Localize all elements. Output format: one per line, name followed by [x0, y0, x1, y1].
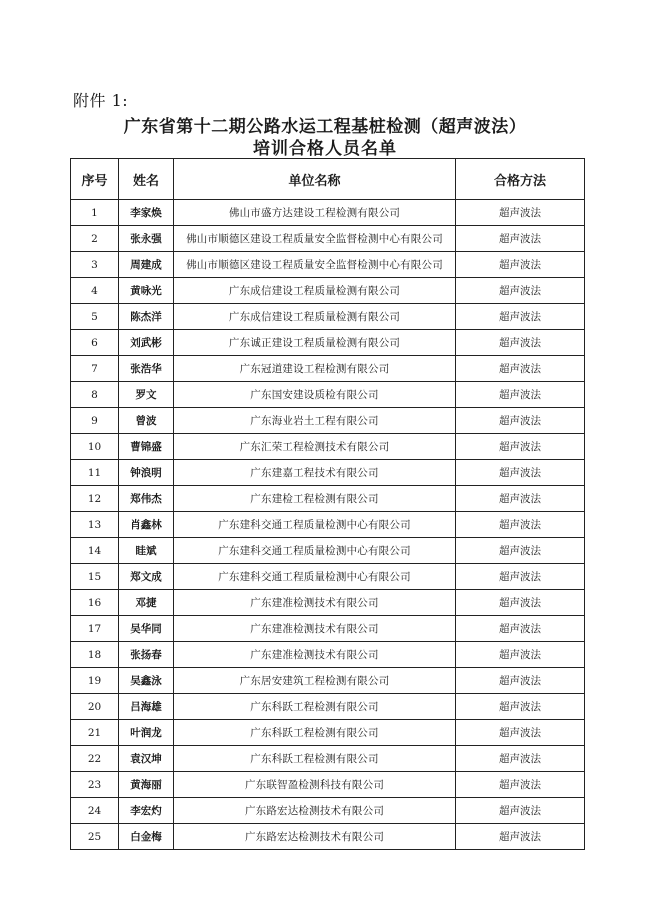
organization-name: 广东冠道建设工程检测有限公司 [174, 356, 456, 382]
document-subtitle: 培训合格人员名单 [253, 139, 397, 159]
table-row [71, 694, 585, 720]
organization-name: 广东建准检测技术有限公司 [174, 590, 456, 616]
organization-name: 广东成信建设工程质量检测有限公司 [174, 304, 456, 330]
person-name: 眭斌 [119, 538, 174, 564]
qualified-method: 超声波法 [456, 772, 585, 798]
table-row [71, 434, 585, 460]
row-number: 13 [71, 512, 119, 538]
row-number: 7 [71, 356, 119, 382]
table-row [71, 720, 585, 746]
qualified-method: 超声波法 [456, 694, 585, 720]
row-number: 4 [71, 278, 119, 304]
person-name: 张扬春 [119, 642, 174, 668]
organization-name: 广东建检工程检测有限公司 [174, 486, 456, 512]
table-row [71, 772, 585, 798]
person-name: 李家焕 [119, 200, 174, 226]
row-number: 21 [71, 720, 119, 746]
organization-name: 佛山市盛方达建设工程检测有限公司 [174, 200, 456, 226]
column-header-unit: 单位名称 [174, 159, 456, 200]
row-number: 18 [71, 642, 119, 668]
table-row [71, 486, 585, 512]
person-name: 郑文成 [119, 564, 174, 590]
qualified-method: 超声波法 [456, 824, 585, 850]
qualified-method: 超声波法 [456, 226, 585, 252]
qualified-method: 超声波法 [456, 512, 585, 538]
table-row [71, 200, 585, 226]
organization-name: 广东科跃工程检测有限公司 [174, 746, 456, 772]
row-number: 11 [71, 460, 119, 486]
qualified-method: 超声波法 [456, 356, 585, 382]
organization-name: 广东联智盈检测科技有限公司 [174, 772, 456, 798]
qualified-method: 超声波法 [456, 746, 585, 772]
person-name: 李宏灼 [119, 798, 174, 824]
organization-name: 广东建科交通工程质量检测中心有限公司 [174, 538, 456, 564]
row-number: 25 [71, 824, 119, 850]
row-number: 20 [71, 694, 119, 720]
person-name: 肖鑫林 [119, 512, 174, 538]
qualified-method: 超声波法 [456, 642, 585, 668]
qualified-method: 超声波法 [456, 304, 585, 330]
row-number: 1 [71, 200, 119, 226]
qualified-method: 超声波法 [456, 252, 585, 278]
table-row [71, 278, 585, 304]
row-number: 19 [71, 668, 119, 694]
person-name: 钟浪明 [119, 460, 174, 486]
qualified-method: 超声波法 [456, 278, 585, 304]
organization-name: 广东建科交通工程质量检测中心有限公司 [174, 512, 456, 538]
person-name: 叶润龙 [119, 720, 174, 746]
organization-name: 广东建科交通工程质量检测中心有限公司 [174, 564, 456, 590]
person-name: 刘武彬 [119, 330, 174, 356]
person-name: 黄咏光 [119, 278, 174, 304]
row-number: 2 [71, 226, 119, 252]
qualified-method: 超声波法 [456, 590, 585, 616]
qualified-method: 超声波法 [456, 616, 585, 642]
table-row [71, 564, 585, 590]
person-name: 吴华同 [119, 616, 174, 642]
table-row [71, 460, 585, 486]
table-row [71, 330, 585, 356]
qualified-method: 超声波法 [456, 564, 585, 590]
organization-name: 广东国安建设质检有限公司 [174, 382, 456, 408]
person-name: 张浩华 [119, 356, 174, 382]
organization-name: 佛山市顺德区建设工程质量安全监督检测中心有限公司 [174, 226, 456, 252]
organization-name: 广东建准检测技术有限公司 [174, 642, 456, 668]
table-row [71, 590, 585, 616]
table-row [71, 512, 585, 538]
person-name: 张永强 [119, 226, 174, 252]
row-number: 16 [71, 590, 119, 616]
organization-name: 广东建嘉工程技术有限公司 [174, 460, 456, 486]
organization-name: 广东汇荣工程检测技术有限公司 [174, 434, 456, 460]
column-header-method: 合格方法 [456, 159, 585, 200]
qualified-method: 超声波法 [456, 798, 585, 824]
row-number: 6 [71, 330, 119, 356]
person-name: 陈杰洋 [119, 304, 174, 330]
organization-name: 广东科跃工程检测有限公司 [174, 720, 456, 746]
row-number: 8 [71, 382, 119, 408]
row-number: 23 [71, 772, 119, 798]
table-row [71, 668, 585, 694]
person-name: 吴鑫泳 [119, 668, 174, 694]
organization-name: 广东路宏达检测技术有限公司 [174, 798, 456, 824]
person-name: 周建成 [119, 252, 174, 278]
document-title: 广东省第十二期公路水运工程基桩检测（超声波法） [123, 117, 527, 137]
table-header-row [71, 159, 585, 200]
row-number: 12 [71, 486, 119, 512]
table-row [71, 226, 585, 252]
table-row [71, 304, 585, 330]
organization-name: 广东居安建筑工程检测有限公司 [174, 668, 456, 694]
organization-name: 广东海业岩土工程有限公司 [174, 408, 456, 434]
person-name: 曹锦盛 [119, 434, 174, 460]
table-row [71, 824, 585, 850]
row-number: 5 [71, 304, 119, 330]
person-name: 曾波 [119, 408, 174, 434]
organization-name: 广东路宏达检测技术有限公司 [174, 824, 456, 850]
table-body [71, 200, 585, 850]
qualified-method: 超声波法 [456, 330, 585, 356]
organization-name: 广东建准检测技术有限公司 [174, 616, 456, 642]
qualified-method: 超声波法 [456, 382, 585, 408]
column-header-name: 姓名 [119, 159, 174, 200]
organization-name: 佛山市顺德区建设工程质量安全监督检测中心有限公司 [174, 252, 456, 278]
qualified-method: 超声波法 [456, 720, 585, 746]
person-name: 罗文 [119, 382, 174, 408]
person-name: 郑伟杰 [119, 486, 174, 512]
table-row [71, 356, 585, 382]
table-row [71, 252, 585, 278]
qualified-method: 超声波法 [456, 486, 585, 512]
table-row [71, 642, 585, 668]
column-header-no: 序号 [71, 159, 119, 200]
qualified-method: 超声波法 [456, 434, 585, 460]
qualified-method: 超声波法 [456, 200, 585, 226]
row-number: 9 [71, 408, 119, 434]
roster-table [70, 158, 585, 850]
qualified-method: 超声波法 [456, 460, 585, 486]
qualified-method: 超声波法 [456, 668, 585, 694]
attachment-label: 附件 1: [73, 91, 129, 110]
qualified-method: 超声波法 [456, 408, 585, 434]
person-name: 黄海丽 [119, 772, 174, 798]
person-name: 白金梅 [119, 824, 174, 850]
person-name: 吕海雄 [119, 694, 174, 720]
table-row [71, 408, 585, 434]
table-row [71, 382, 585, 408]
row-number: 17 [71, 616, 119, 642]
table-row [71, 616, 585, 642]
table-row [71, 798, 585, 824]
row-number: 14 [71, 538, 119, 564]
qualified-method: 超声波法 [456, 538, 585, 564]
organization-name: 广东科跃工程检测有限公司 [174, 694, 456, 720]
row-number: 22 [71, 746, 119, 772]
row-number: 15 [71, 564, 119, 590]
person-name: 袁汉坤 [119, 746, 174, 772]
table-row [71, 538, 585, 564]
table-row [71, 746, 585, 772]
row-number: 24 [71, 798, 119, 824]
person-name: 邓捷 [119, 590, 174, 616]
organization-name: 广东成信建设工程质量检测有限公司 [174, 278, 456, 304]
row-number: 3 [71, 252, 119, 278]
organization-name: 广东诚正建设工程质量检测有限公司 [174, 330, 456, 356]
row-number: 10 [71, 434, 119, 460]
